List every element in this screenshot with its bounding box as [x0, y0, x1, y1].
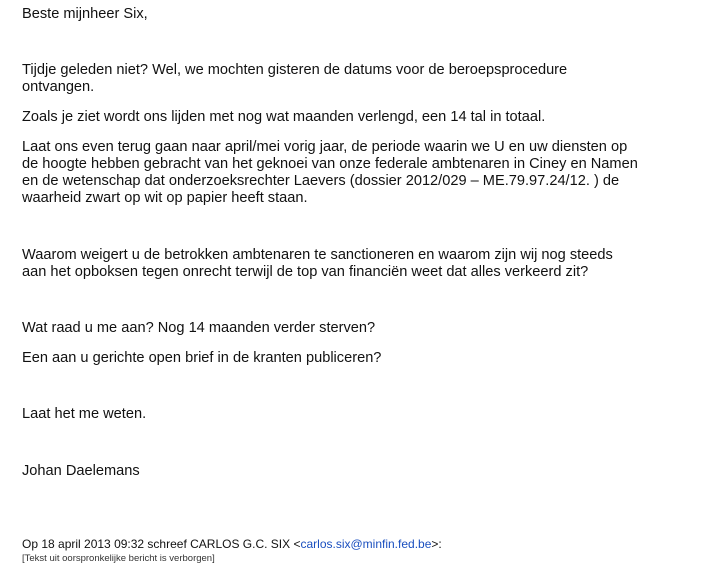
greeting: Beste mijnheer Six,	[22, 6, 148, 22]
quote-header	[22, 537, 442, 551]
quote-header-suffix: >:	[431, 537, 442, 551]
hidden-quote-toggle[interactable]: [Tekst uit oorspronkelijke bericht is verborgen]	[22, 553, 215, 564]
paragraph-line: aan het opboksen tegen onrecht terwijl de top van financiën weet dat alles verkeerd zit?	[22, 264, 589, 280]
sender-email-link[interactable]: carlos.six@minfin.fed.be	[300, 537, 432, 551]
paragraph-line: Laat het me weten.	[22, 406, 147, 422]
paragraph-line: Laat ons even terug gaan naar april/mei vorig jaar, de periode waarin we U en uw diensten op	[22, 139, 628, 155]
paragraph-line: Zoals je ziet wordt ons lijden met nog wat maanden verlengd, een 14 tal in totaal.	[22, 109, 546, 125]
paragraph-line: Tijdje geleden niet? Wel, we mochten gisteren de datums voor de beroepsprocedure	[22, 62, 568, 78]
quote-header-prefix: Op 18 april 2013 09:32 schreef CARLOS G.C. SIX <	[22, 537, 301, 551]
signature: Johan Daelemans	[22, 463, 140, 479]
paragraph-line: Een aan u gerichte open brief in de kranten publiceren?	[22, 350, 382, 366]
paragraph-line: Waarom weigert u de betrokken ambtenaren te sanctioneren en waarom zijn wij nog steeds	[22, 247, 613, 263]
paragraph-line: de hoogte hebben gebracht van het geknoei van onze federale ambtenaren in Ciney en Namen	[22, 156, 638, 172]
paragraph-line: ontvangen.	[22, 79, 95, 95]
paragraph-line: waarheid zwart op wit op papier heeft staan.	[22, 190, 308, 206]
paragraph-line: en de wetenschap dat onderzoeksrechter Laevers (dossier 2012/029 – ME.79.97.24/12. ) de	[22, 173, 620, 189]
paragraph-line: Wat raad u me aan? Nog 14 maanden verder sterven?	[22, 320, 376, 336]
